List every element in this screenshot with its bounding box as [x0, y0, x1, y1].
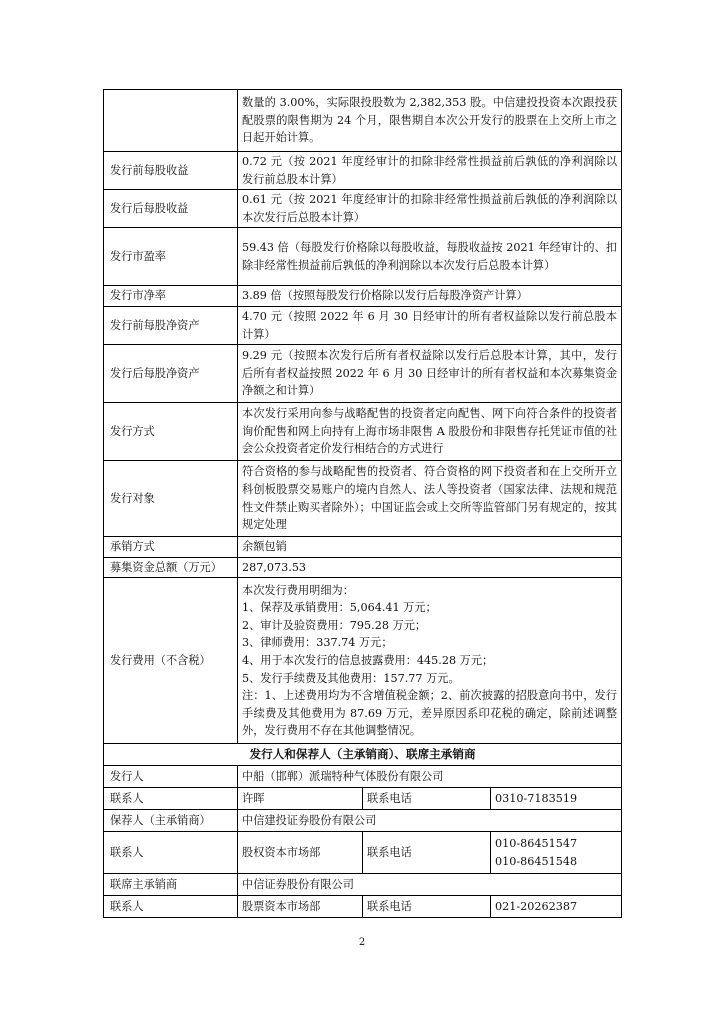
row-value-eps-before: 0.72 元（按 2021 年度经审计的扣除非经常性损益前后孰低的净利润除以发行前总股本计算） [238, 152, 622, 190]
sponsor-phone-2: 010-86451548 [495, 854, 578, 868]
fee-line: 2、审计及验资费用：795.28 万元； [242, 618, 427, 632]
sponsor-contact: 股权资本市场部 [238, 832, 363, 874]
co-lead-label: 联席主承销商 [104, 874, 238, 896]
row-label-fees: 发行费用（不含税） [104, 578, 238, 744]
co-lead-phone-label: 联系电话 [363, 896, 491, 918]
row-value-eps-after: 0.61 元（按 2021 年度经审计的扣除非经常性损益前后孰低的净利润除以本次发行后总股本计算） [238, 190, 622, 228]
table-row [104, 90, 622, 152]
row-label-pb-ratio: 发行市净率 [104, 286, 238, 307]
row-label-eps-before: 发行前每股收益 [104, 152, 238, 190]
issuer-name: 中船（邯郸）派瑞特种气体股份有限公司 [238, 766, 622, 788]
sponsor-phone-1: 010-86451547 [495, 837, 578, 851]
issuer-contact: 许晖 [238, 788, 363, 810]
row-label [104, 90, 238, 152]
row-label-nav-before: 发行前每股净资产 [104, 306, 238, 344]
table-row [104, 744, 622, 766]
table-row [104, 788, 622, 810]
sponsor-phones [491, 832, 622, 874]
table-row [104, 461, 622, 537]
row-label-underwriting: 承销方式 [104, 537, 238, 558]
row-value-nav-before: 4.70 元（按照 2022 年 6 月 30 日经审计的所有者权益除以发行前总股本计算） [238, 306, 622, 344]
issue-info-table [103, 89, 622, 918]
row-value-issue-target: 符合资格的参与战略配售的投资者、符合资格的网下投资者和在上交所开立科创板股票交易账户的境内自然人、法人等投资者（国家法律、法规和规范性文件禁止购买者除外）；中国证监会或上交所等监管部门另有规定的，按其规定处理 [238, 461, 622, 537]
co-lead-name: 中信证券股份有限公司 [238, 874, 622, 896]
table-row [104, 286, 622, 307]
page-number: 2 [358, 937, 366, 948]
co-lead-contact: 股票资本市场部 [238, 896, 363, 918]
fee-line: 4、用于本次发行的信息披露费用：445.28 万元； [242, 654, 494, 668]
table-row [104, 152, 622, 190]
table-row [104, 537, 622, 558]
fee-line: 3、律师费用：337.74 万元； [242, 636, 393, 650]
row-value-pe-ratio: 59.43 倍（每股发行价格除以每股收益，每股收益按 2021 年经审计的、扣除非经常性损益前后孰低的净利润除以本次发行后总股本计算） [238, 228, 622, 286]
fee-line: 5、发行手续费及其他费用：157.77 万元。 [242, 671, 460, 685]
row-label-total-funds: 募集资金总额（万元） [104, 557, 238, 578]
issuer-phone-label: 联系电话 [363, 788, 491, 810]
continued-text: 数量的 3.00%，实际限投股数为 2,382,353 股。中信建投投资本次跟投获配股票的限售期为 24 个月，限售期自本次公开发行的股票在上交所上市之日起开始计算。 [238, 90, 622, 152]
row-value-underwriting: 余额包销 [238, 537, 622, 558]
row-label-nav-after: 发行后每股净资产 [104, 345, 238, 403]
table-row [104, 874, 622, 896]
table-row [104, 766, 622, 788]
sponsor-phone-label: 联系电话 [363, 832, 491, 874]
fee-line: 本次发行费用明细为： [242, 583, 354, 597]
row-value-nav-after: 9.29 元（按照本次发行后所有者权益除以发行后总股本计算，其中，发行后所有者权益按照 2022 年 6 月 30 日经审计的所有者权益和本次募集资金净额之和计算） [238, 345, 622, 403]
table-row [104, 306, 622, 344]
table-row [104, 578, 622, 744]
fee-note: 注：1、上述费用均为不含增值税金额；2、前次披露的招股意向书中，发行手续费及其他费用为 87.69 万元，差异原因系印花税的确定，除前述调整外，发行费用不存在其他调整情况。 [242, 689, 618, 738]
table-row [104, 832, 622, 874]
row-value-total-funds: 287,073.53 [238, 557, 622, 578]
issuer-phone: 0310-7183519 [491, 788, 622, 810]
co-lead-contact-label: 联系人 [104, 896, 238, 918]
row-value-pb-ratio: 3.89 倍（按照每股发行价格除以发行后每股净资产计算） [238, 286, 622, 307]
issuer-contact-label: 联系人 [104, 788, 238, 810]
row-value-issue-method: 本次发行采用向参与战略配售的投资者定向配售、网下向符合条件的投资者询价配售和网上向持有上海市场非限售 A 股股份和非限售存托凭证市值的社会公众投资者定价发行相结合的方式进行 [238, 403, 622, 461]
table-row [104, 810, 622, 832]
fee-line: 1、保荐及承销费用：5,064.41 万元； [242, 601, 437, 615]
table-row [104, 190, 622, 228]
table-row [104, 557, 622, 578]
fee-details [238, 578, 622, 744]
row-label-eps-after: 发行后每股收益 [104, 190, 238, 228]
section-title: 发行人和保荐人（主承销商）、联席主承销商 [104, 744, 622, 766]
row-label-pe-ratio: 发行市盈率 [104, 228, 238, 286]
sponsor-name: 中信建投证券股份有限公司 [238, 810, 622, 832]
table-row [104, 403, 622, 461]
sponsor-label: 保荐人（主承销商） [104, 810, 238, 832]
co-lead-phone: 021-20262387 [491, 896, 622, 918]
table-row [104, 345, 622, 403]
table-row [104, 228, 622, 286]
row-label-issue-method: 发行方式 [104, 403, 238, 461]
issuer-label: 发行人 [104, 766, 238, 788]
sponsor-contact-label: 联系人 [104, 832, 238, 874]
table-row [104, 896, 622, 918]
row-label-issue-target: 发行对象 [104, 461, 238, 537]
